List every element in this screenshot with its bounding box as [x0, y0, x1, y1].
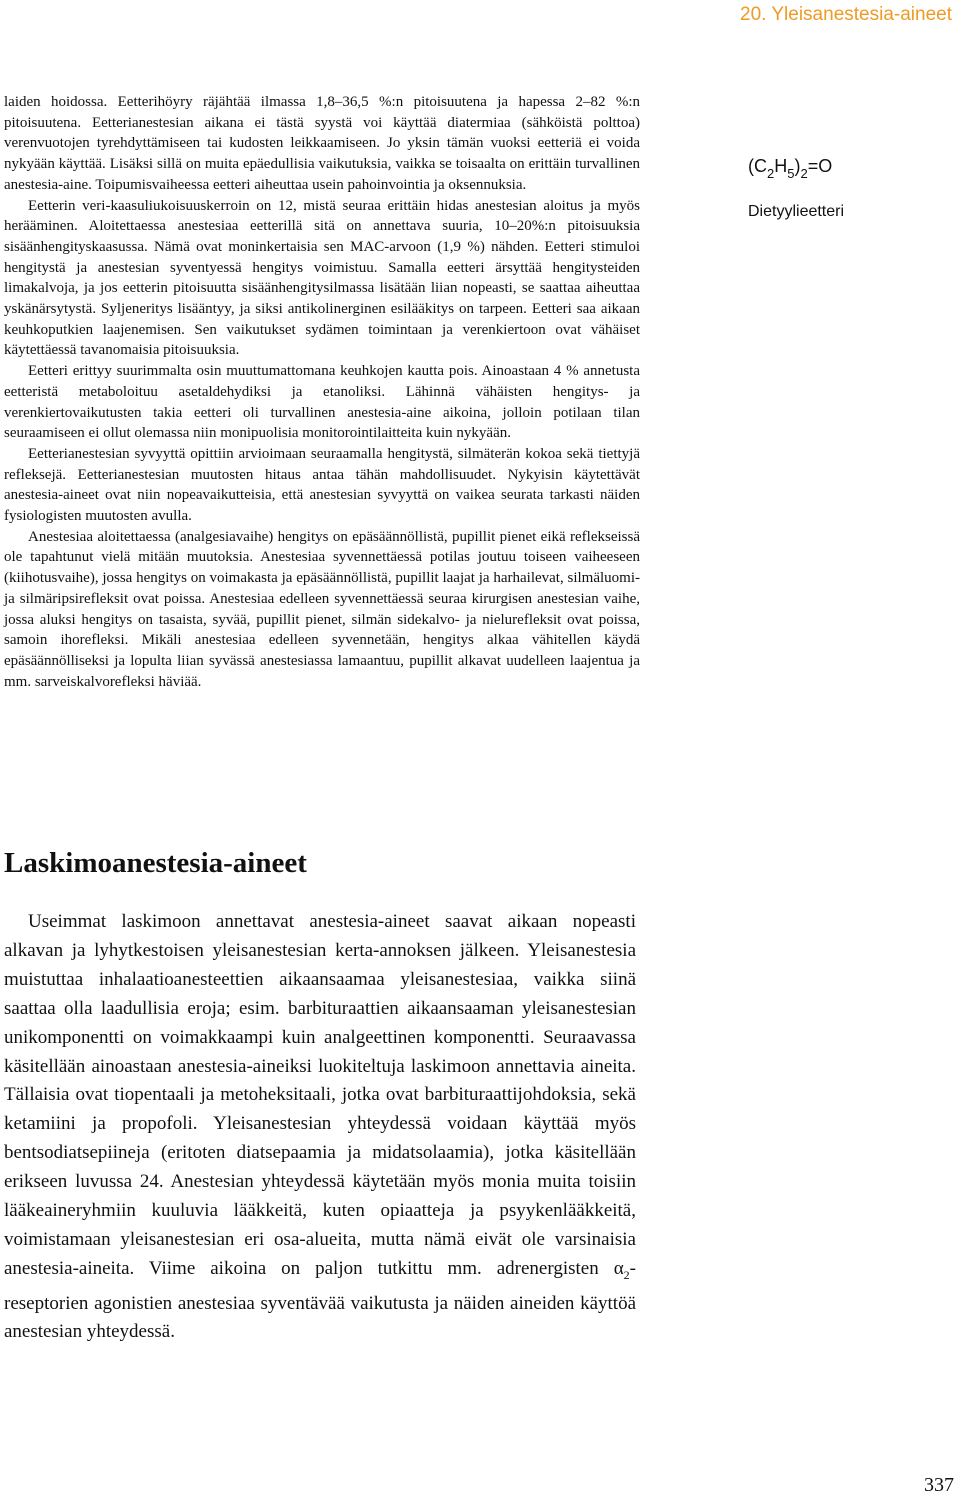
- section-text: [4, 908, 636, 1347]
- body-text: [4, 92, 640, 692]
- chapter-header: 20. Yleisanestesia-aineet: [740, 4, 952, 25]
- chemical-formula: $(C_2H_5)_2=O$: [748, 156, 833, 181]
- paragraph: Eetterianestesian syvyyttä opittiin arvioimaan seuraamalla hengitystä, silmäterän kokoa sekä tiettyjä refleksejä. Eetterianestesian muutosten hitaus antaa tähän mahdollisuudet. Nykyisin käytettävät anestesia-aineet ovat niin nopeavaikutteisia, että anestesian syvyyttä on vaikea seurata tarkasti näiden fysiologisten muutosten avulla.: [4, 445, 640, 525]
- alpha-subscript: 2: [623, 1267, 630, 1282]
- alpha-symbol: α: [613, 1257, 624, 1279]
- paragraph: Eetteri erittyy suurimmalta osin muuttumattomana keuhkojen kautta pois. Ainoastaan 4 % annetusta eetteristä metaboloituu asetaldehydiksi ja etanoliksi. Lähinnä vähäisten hengitys- ja verenkiertovaikutusten takia eetteri oli turvallinen anestesia-aine aikoina, jolloin potilaan tilan seuraamiseen ei ollut olemassa niin monipuolisia monitorointilaitteita kuin nykyään.: [4, 363, 640, 442]
- paragraph: Eetterin veri-kaasuliukoisuuskerroin on 12, mistä seuraa erittäin hidas anestesian aloitus ja myös herääminen. Aloitettaessa anestesiaa eetterillä sitä on annettava suuria, 10–20%:n pitoisuuksia sisäänhengityskaasussa. Nämä ovat moninkertaisia sen MAC-arvoon (1,9 %) nähden. Eetteri stimuloi hengitystä ja anestesian syventyessä hengitys voimistuu. Samalla eetteri ärsyttää hengitysteiden limakalvoja, ja jos eetterin pitoisuutta sisäänhengitysilmassa lisätään liian nopeasti, se saattaa aiheuttaa yskänärsytystä. Syljeneritys lisääntyy, ja siksi antikolinerginen esilääkitys on tarpeen. Eetteri saa aikaan keuhkoputkien laajenemisen. Sen vaikutukset sydämen toimintaan ja verenkiertoon ovat vähäiset käytettäessä tavanomaisia pitoisuuksia.: [4, 197, 640, 359]
- paragraph: laiden hoidossa. Eetterihöyry räjähtää ilmassa 1,8–36,5 %:n pitoisuutena ja hapessa 2–82 %:n pitoisuutena. Eetterianestesian aikana ei tästä syystä voi käyttää diatermiaa (sähköistä polttoa) verenvuotojen tyrehdyttämiseen tai kudosten leikkaamiseen. Jo yksin tämän vuoksi eetteriä ei voida nykyään käyttää. Lisäksi sillä on muita epäedullisia vaikutuksia, vaikka se toisaalta on erittäin turvallinen anestesia-aine. Toipumisvaiheessa eetteri aiheuttaa usein pahoinvointia ja oksennuksia.: [4, 94, 640, 193]
- section-title: Laskimoanestesia-aineet: [4, 847, 307, 879]
- page-number: 337: [924, 1474, 954, 1496]
- paragraph: Useimmat laskimoon annettavat anestesia-aineet saavat aikaan nopeasti alkavan ja lyhytkestoisen yleisanestesian kerta-annoksen jälkeen. Yleisanestesia muistuttaa inhalaatioanesteettien aikaansaamaa yleisanestesiaa, vaikka siinä saattaa olla laadullisia eroja; esim. barbituraattien aikaansaaman yleisanestesian unikomponentti on voimakkaampi kuin analgeettinen komponentti. Seuraavassa käsitellään ainoastaan anestesia-aineiksi luokiteltuja laskimoon annettavia aineita. Tällaisia ovat tiopentaali ja metoheksitaali, jotka ovat barbituraattijohdoksia, sekä ketamiini ja propofoli. Yleisanestesian yhteydessä voidaan käyttää myös bentsodiatsepiineja (eritoten diatsepaamia ja midatsolaamia), jotka käsitellään erikseen luvussa 24. Anestesian yhteydessä käytetään myös monia muita toisiin lääkeaineryhmiin kuuluvia lääkkeitä, kuten opiaatteja ja psyykenlääkkeitä, voimistamaan yleisanestesian eri osa-alueita, mutta nämä eivät ole varsinaisia anestesia-aineita. Viime aikoina on paljon tutkittu mm. adrenergisten $\alpha_2$-reseptorien agonistien anestesiaa syventävää vaikutusta ja näiden aineiden käyttöä anestesian yhteydessä.: [4, 911, 636, 1343]
- compound-name: Dietyylieetteri: [748, 203, 845, 220]
- paragraph: Anestesiaa aloitettaessa (analgesiavaihe) hengitys on epäsäännöllistä, pupillit pienet eikä reflekseissä ole tapahtunut vielä mitään muutoksia. Anestesiaa syvennettäessä potilas joutuu toiseen vaiheeseen (kiihotusvaihe), jossa hengitys on voimakasta ja epäsäännöllistä, pupillit laajat ja harhailevat, silmäluomi- ja silmäripsirefleksit ovat poissa. Anestesiaa edelleen syvennettäessä seuraa kirurgisen anestesian vaihe, jossa aluksi hengitys on tasaista, syvää, pupillit pienet, silmän sidekalvo- ja nielurefleksit ovat poissa, samoin ihorefleksi. Mikäli anestesiaa edelleen syvennetään, hengitys alkaa vähitellen käydä epäsäännölliseksi ja lopulta liian syvässä anestesiassa lamaantuu, pupillit alkavat uudelleen laajentua ja mm. sarveiskalvorefleksi häviää.: [4, 528, 640, 690]
